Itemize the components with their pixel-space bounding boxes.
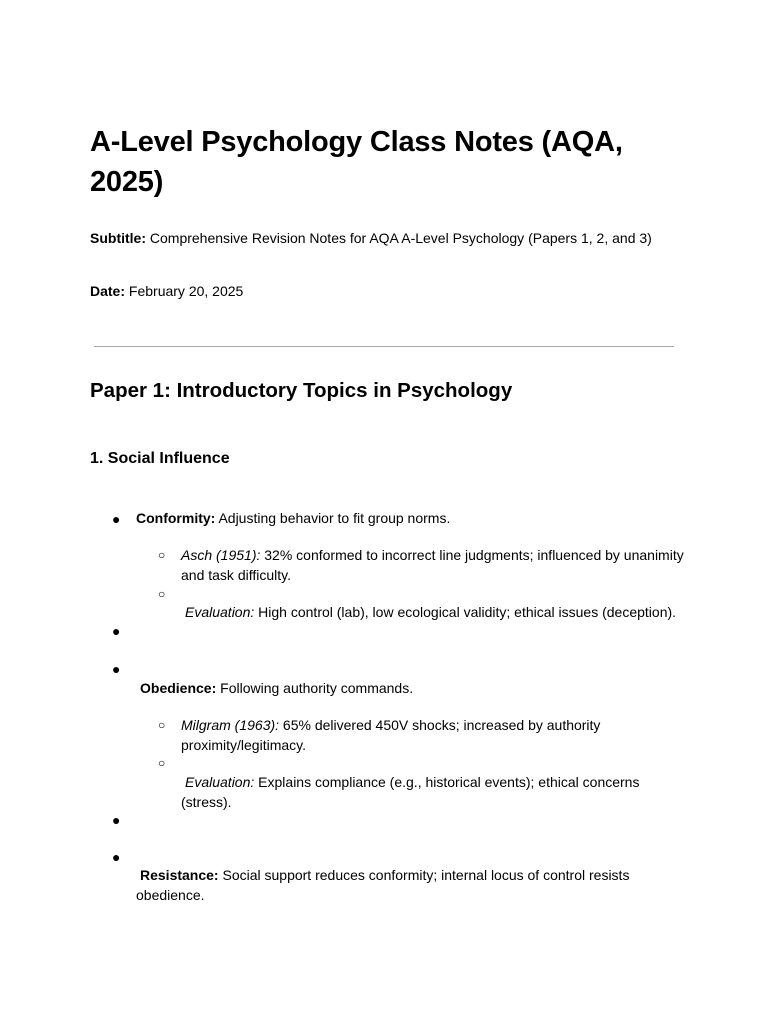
section-heading-social-influence: 1. Social Influence bbox=[90, 450, 230, 467]
subtitle-text: Comprehensive Revision Notes for AQA A-Level Psychology (Papers 1, 2, and 3) bbox=[146, 230, 652, 246]
bullet-icon: ● bbox=[112, 661, 121, 677]
resistance-item bbox=[136, 866, 656, 905]
bullet-icon: ● bbox=[112, 623, 121, 639]
bullet-icon: ● bbox=[112, 511, 121, 527]
asch-item bbox=[181, 546, 686, 585]
asch-label: Asch (1951): bbox=[181, 547, 261, 563]
evaluation-text: Explains compliance (e.g., historical events); ethical concerns (stress). bbox=[181, 774, 640, 810]
milgram-item bbox=[181, 716, 631, 755]
bullet-icon: ● bbox=[112, 849, 121, 865]
horizontal-divider bbox=[94, 346, 674, 347]
document-title: A-Level Psychology Class Notes (AQA, 2025) bbox=[90, 126, 623, 198]
conformity-evaluation-item bbox=[185, 603, 705, 623]
sub-bullet-icon: ○ bbox=[158, 548, 166, 562]
evaluation-text: High control (lab), low ecological validity; ethical issues (deception). bbox=[254, 604, 677, 620]
paper1-heading: Paper 1: Introductory Topics in Psychology bbox=[90, 379, 513, 402]
obedience-evaluation-item bbox=[181, 773, 651, 812]
conformity-term: Conformity: bbox=[136, 510, 216, 526]
date-line bbox=[90, 282, 243, 300]
obedience-item bbox=[140, 679, 700, 699]
conformity-text: Adjusting behavior to fit group norms. bbox=[215, 510, 451, 526]
subtitle-line bbox=[90, 229, 652, 247]
evaluation-label: Evaluation: bbox=[185, 604, 255, 620]
obedience-term: Obedience: bbox=[140, 680, 217, 696]
date-text: February 20, 2025 bbox=[125, 283, 244, 299]
subtitle-label: Subtitle: bbox=[90, 230, 146, 246]
date-label: Date: bbox=[90, 283, 126, 299]
obedience-text: Following authority commands. bbox=[216, 680, 414, 696]
milgram-label: Milgram (1963): bbox=[181, 717, 280, 733]
milgram-text: 65% delivered 450V shocks; increased by authority proximity/legitimacy. bbox=[181, 717, 601, 753]
bullet-icon: ● bbox=[112, 812, 121, 828]
sub-bullet-icon: ○ bbox=[158, 718, 166, 732]
evaluation-label: Evaluation: bbox=[185, 774, 255, 790]
conformity-item bbox=[136, 509, 696, 529]
resistance-term: Resistance: bbox=[140, 867, 219, 883]
resistance-text: Social support reduces conformity; internal locus of control resists obedience. bbox=[136, 867, 630, 903]
asch-text: 32% conformed to incorrect line judgments; influenced by unanimity and task difficulty. bbox=[181, 547, 684, 583]
sub-bullet-icon: ○ bbox=[158, 756, 166, 770]
sub-bullet-icon: ○ bbox=[158, 587, 166, 601]
